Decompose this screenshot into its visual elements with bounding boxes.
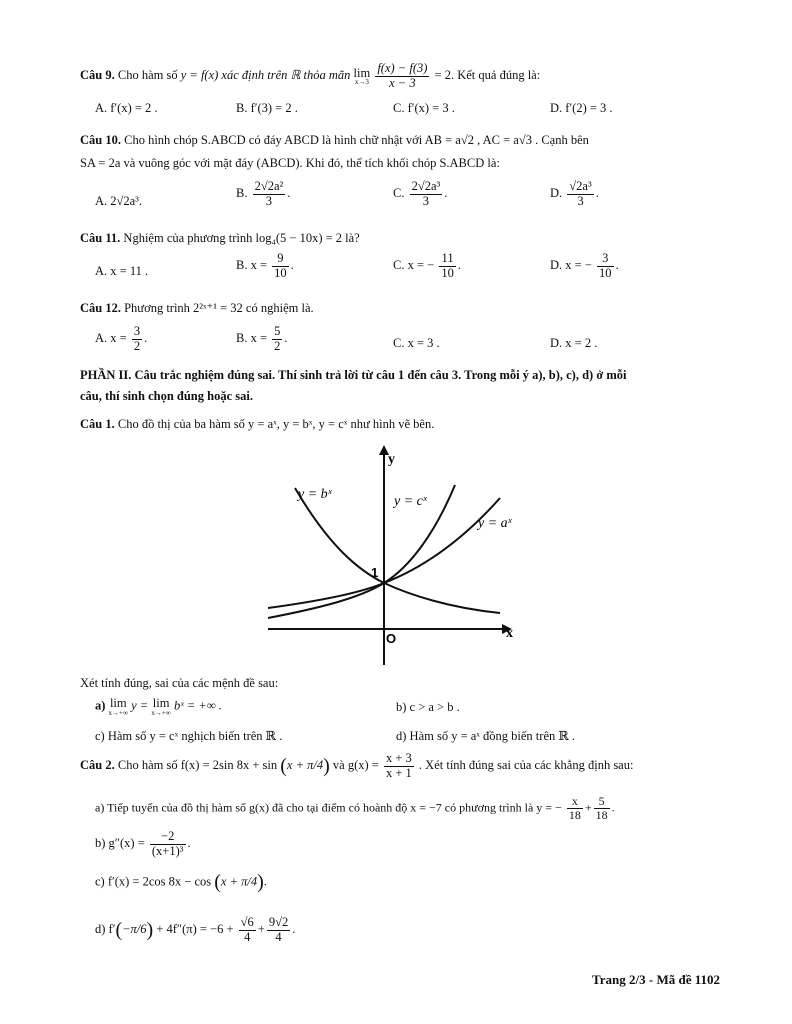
p2q2-statement-c[interactable]: c) f′(x) = 2cos 8x − cos (x + π/4). [95, 871, 267, 893]
q10-line2: SA = 2a và vuông góc với mặt đáy (ABCD). Khi đó, thể tích khối chóp S.ABCD là: [80, 156, 500, 170]
label-c: y = cˣ [394, 494, 427, 509]
q12-option-c[interactable]: C. x = 3 . [393, 336, 440, 350]
p2q1-statement-d[interactable]: d) Hàm số y = aˣ đồng biến trên ℝ . [396, 729, 576, 743]
q12-option-b[interactable]: B. x = $\frac{5}{2}$ . [236, 324, 288, 353]
exponential-graph [260, 443, 520, 668]
q10-option-c[interactable]: C. $\frac{\text{2√2a³}}{3}$ . [393, 179, 448, 208]
q11-text: Nghiệm của phương trình log₄(5 − 10x) = 2 là? [123, 231, 360, 245]
one-label: 1 [371, 565, 379, 580]
page-footer: Trang 2/3 - Mã đề 1102 [592, 972, 720, 987]
q10-text1: Cho hình chóp S.ABCD có đáy ABCD là hình chữ nhật với AB = a√2 , AC = a√3 . Cạnh bên [124, 133, 589, 147]
q12-line [80, 301, 314, 315]
p2q1-text: Cho đồ thị của ba hàm số y = aˣ, y = bˣ, y = cˣ như hình vẽ bên. [117, 417, 435, 431]
q11-option-a[interactable]: A. x = 11 . [95, 264, 149, 278]
q10-option-b[interactable]: B. $\frac{\text{2√2a²}}{3}$ . [236, 179, 291, 208]
y-axis-label: y [388, 452, 395, 467]
q11-option-b[interactable]: B. x = $\frac{9}{10}$ . [236, 251, 294, 280]
q11-option-c[interactable]: C. x = − $\frac{11}{10}$ . [393, 251, 461, 280]
q12-option-d[interactable]: D. x = 2 . [550, 336, 598, 350]
q10-option-a[interactable]: A. 2√2a³. [95, 194, 143, 208]
q11-label: Câu 11. [80, 231, 121, 245]
p2q1-line [80, 417, 434, 431]
q9-fraction: $\frac{f(x) - f(3)}{x - 3}$ [377, 61, 428, 90]
p2q2-statement-a[interactable]: a) Tiếp tuyến của đồ thị hàm số g(x) đã cho tại điểm có hoành độ x = −7 có phương trình là y = − $\frac{x}{18}$ + $\frac{5}{18}$ . [95, 794, 615, 823]
q11-option-d[interactable]: D. x = − $\frac{3}{10}$ . [550, 251, 619, 280]
p2q1-prompt: Xét tính đúng, sai của các mệnh đề sau: [80, 676, 279, 690]
q9-limit: lim x→3 [353, 65, 371, 86]
x-axis-label: x [506, 626, 513, 641]
part2-heading-line1: PHẦN II. Câu trắc nghiệm đúng sai. Thí sinh trả lời từ câu 1 đến câu 3. Trong mỗi ý a), b), c), d) ở mỗi [80, 368, 627, 382]
p2q2-statement-b[interactable]: b) g″(x) = $\frac{-2}{\text{(x+1)³}}$ . [95, 829, 191, 858]
p2q2-statement-d[interactable]: d) f′(−π/6) + 4f″(π) = −6 + $\frac{√6}{4}$ + $\frac{9√2}{4}$ . [95, 915, 296, 944]
q9-option-b[interactable]: B. f′(3) = 2 . [236, 101, 298, 115]
p2q2-line: Câu 2. Cho hàm số f(x) = 2sin 8x + sin (x + π/4) và g(x) = $\frac{x + 3}{x + 1}$ . Xét tính đúng sai của các khẳng định sau: [80, 751, 634, 780]
q12-text: Phương trình 2²ˣ⁺¹ = 32 có nghiệm là. [124, 301, 314, 315]
q12-label: Câu 12. [80, 301, 121, 315]
label-a: y = aˣ [478, 516, 512, 531]
p2q1-statement-c[interactable]: c) Hàm số y = cˣ nghịch biến trên ℝ . [95, 729, 283, 743]
q9-option-a[interactable]: A. f′(x) = 2 . [95, 101, 158, 115]
q9-label: Câu 9. [80, 68, 115, 83]
label-b: y = bˣ [298, 487, 332, 502]
q9-option-d[interactable]: D. f′(2) = 3 . [550, 101, 613, 115]
p2q1-label: Câu 1. [80, 417, 115, 431]
origin-label: O [386, 631, 397, 646]
q10-line1 [80, 133, 589, 147]
q9-text2: y = f(x) xác định trên ℝ thỏa mãn [180, 68, 351, 83]
q11-line [80, 231, 360, 245]
q12-option-a[interactable]: A. x = $\frac{3}{2}$ . [95, 324, 148, 353]
p2q2-label: Câu 2. [80, 758, 115, 773]
q9-option-c[interactable]: C. f′(x) = 3 . [393, 101, 455, 115]
q9-tail: = 2. Kết quả đúng là: [434, 68, 541, 83]
p2q1-statement-a[interactable]: a) lim x→+∞ y = lim x→+∞ bˣ = +∞ . [95, 696, 222, 717]
q10-option-d[interactable]: D. $\frac{\text{√2a³}}{3}$ . [550, 179, 599, 208]
q9-line [80, 62, 540, 91]
q10-label: Câu 10. [80, 133, 121, 147]
p2q1-statement-b[interactable]: b) c > a > b . [396, 700, 460, 714]
q9-text1: Cho hàm số [117, 68, 178, 83]
part2-heading-line2: câu, thí sinh chọn đúng hoặc sai. [80, 389, 253, 403]
